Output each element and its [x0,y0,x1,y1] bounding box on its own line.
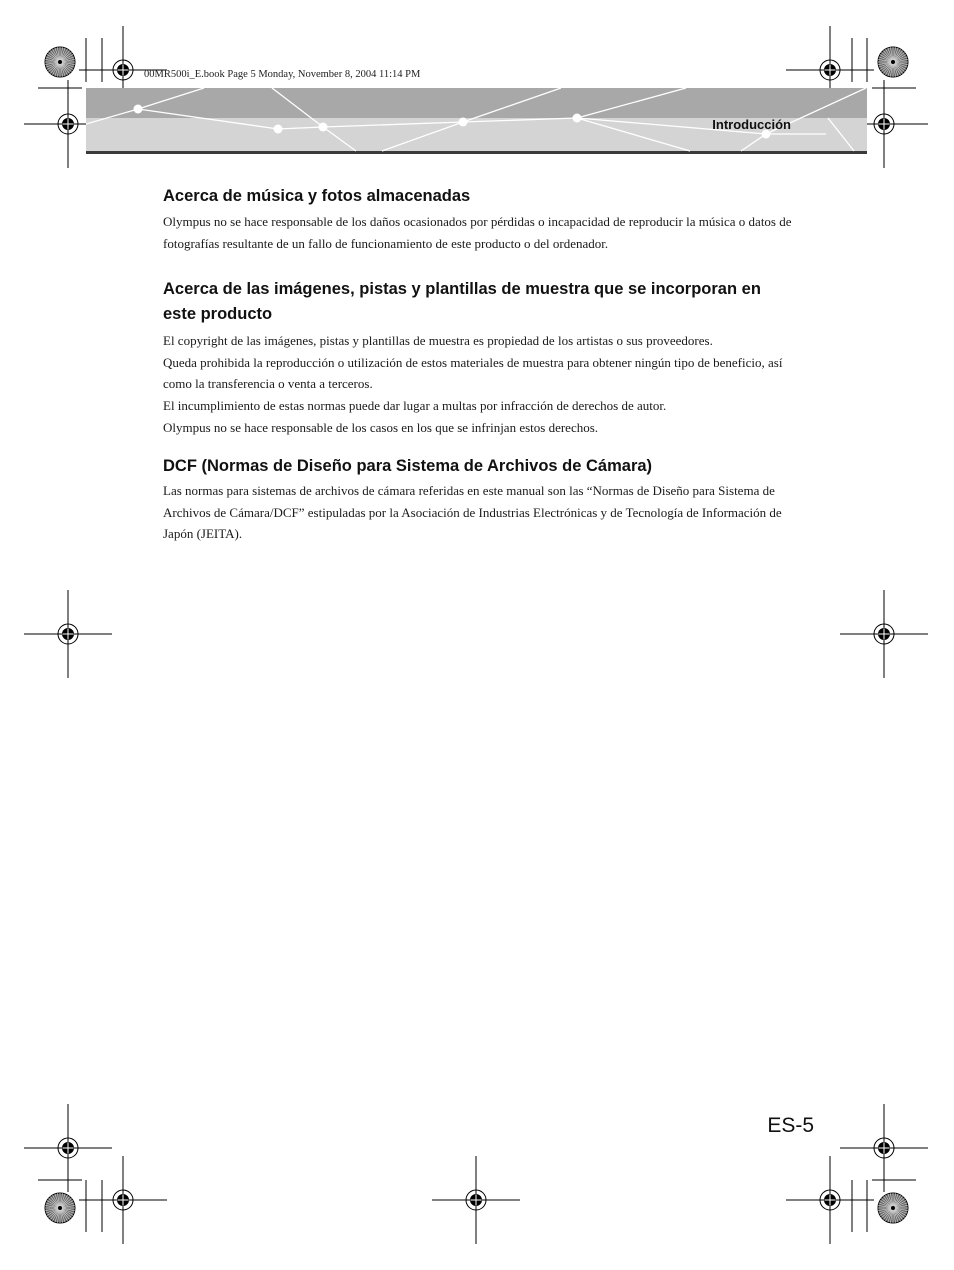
page-content [163,184,793,545]
section-music-photos [163,184,793,254]
banner-dark-band [86,88,867,118]
registration-mark [24,1104,112,1192]
section-label: Introducción [712,117,791,132]
section-paragraph: El copyright de las imágenes, pistas y plantillas de muestra es propiedad de los artistas o sus proveedores. [163,333,713,349]
starburst-mark [878,1193,908,1223]
starburst-mark [878,47,908,77]
section-paragraph: Queda prohibida la reproducción o utilización de estos materiales de muestra para obtener ningún tipo de beneficio, así como la transferencia o venta a terceros. [163,354,783,392]
banner-rule [86,151,867,154]
registration-mark [24,590,112,678]
file-info-line: 00MR500i_E.book Page 5 Monday, November 8, 2004 11:14 PM [144,69,421,80]
page-number: ES-5 [767,1114,814,1137]
section-paragraph: Las normas para sistemas de archivos de cámara referidas en este manual son las “Normas de Diseño para Sistema de Archivos de Cámara/DCF” estipuladas por la Asociación de Industrias Electrónicas y de Tecnología de Información de Japón (JEITA). [163,483,782,542]
section-paragraph: Olympus no se hace responsable de los daños ocasionados por pérdidas o incapacidad de reproducir la música o datos de fotografías resultante de un fallo de funcionamiento de este producto o del ordenador. [163,214,792,251]
registration-mark [432,1156,520,1244]
section-sample-content [163,277,793,438]
section-heading: Acerca de música y fotos almacenadas [163,187,471,205]
section-paragraph: El incumplimiento de estas normas puede dar lugar a multas por infracción de derechos de autor. [163,397,667,413]
section-dcf [163,454,793,545]
starburst-mark [45,1193,75,1223]
registration-mark [840,1104,928,1192]
registration-mark [840,590,928,678]
section-paragraph: Olympus no se hace responsable de los casos en los que se infrinjan estos derechos. [163,419,599,435]
section-heading: Acerca de las imágenes, pistas y plantillas de muestra que se incorporan en este producto [163,280,761,324]
section-heading: DCF (Normas de Diseño para Sistema de Archivos de Cámara) [163,457,653,476]
registration-mark [786,1156,874,1244]
registration-mark [79,1156,167,1244]
starburst-mark [45,47,75,77]
